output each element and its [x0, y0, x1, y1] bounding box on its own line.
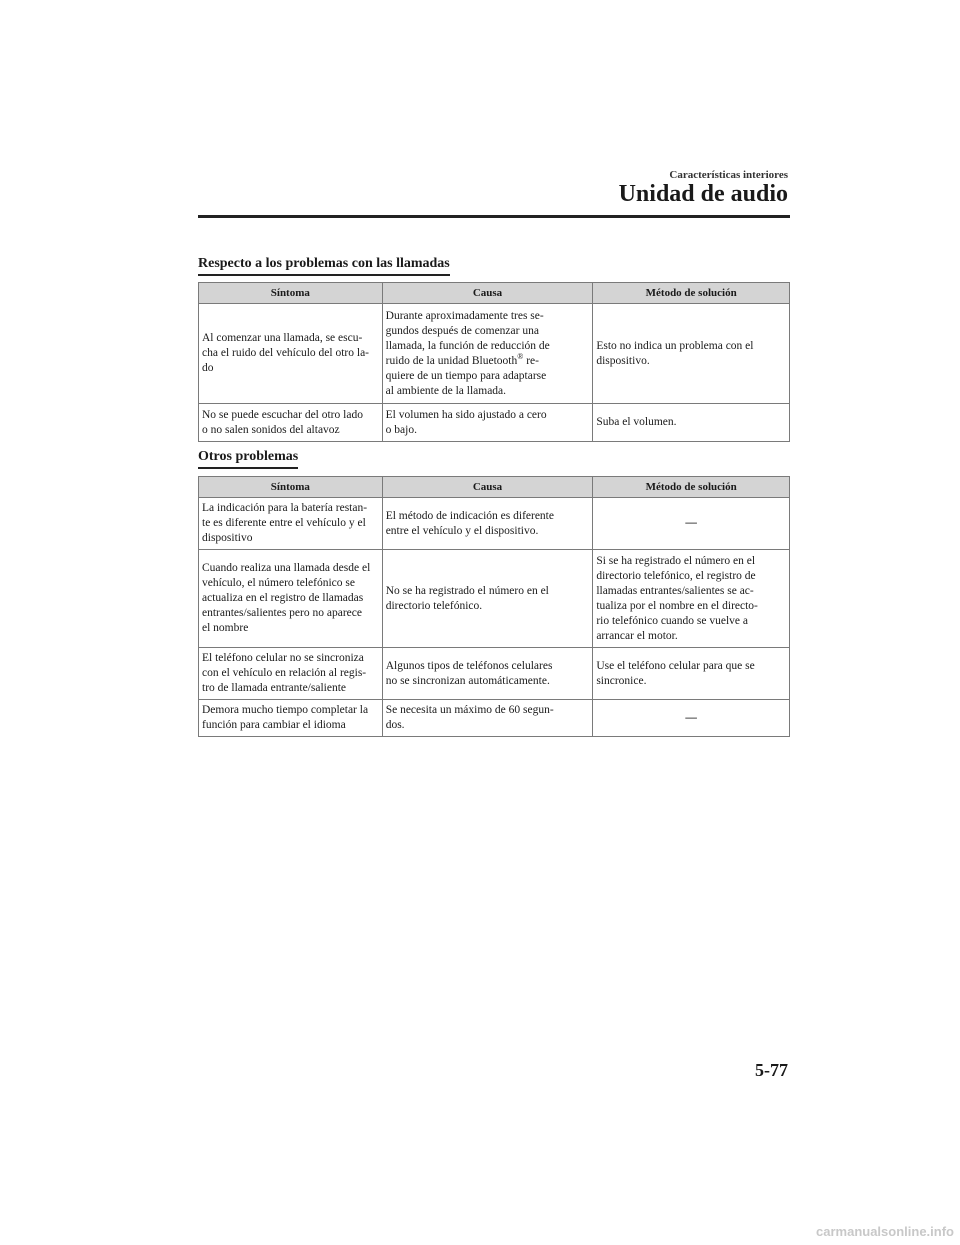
- column-header-sintoma: Síntoma: [199, 283, 383, 304]
- table-cell: No se puede escuchar del otro lado o no salen sonidos del altavoz: [199, 404, 383, 442]
- table-cell: Se necesita un máximo de 60 segun- dos.: [382, 700, 593, 737]
- table-header-row: [199, 477, 790, 498]
- table-cell: El teléfono celular no se sincroniza con el vehículo en relación al regis- tro de llamada entrante/saliente: [199, 648, 383, 700]
- table-cell: Demora mucho tiempo completar la función para cambiar el idioma: [199, 700, 383, 737]
- table-row: [199, 550, 790, 648]
- table-row: [199, 700, 790, 737]
- section-title-other: Otros problemas: [198, 449, 298, 469]
- table-cell: Al comenzar una llamada, se escu- cha el ruido del vehículo del otro la- do: [199, 304, 383, 404]
- table-cell: Algunos tipos de teléfonos celulares no se sincronizan automáticamente.: [382, 648, 593, 700]
- table-cell: —: [593, 700, 790, 737]
- table-cell: El volumen ha sido ajustado a cero o bajo.: [382, 404, 593, 442]
- table-header-row: [199, 283, 790, 304]
- table-cell: No se ha registrado el número en el directorio telefónico.: [382, 550, 593, 648]
- page-number: 5-77: [755, 1060, 788, 1080]
- table-row: [199, 498, 790, 550]
- table-cell: El método de indicación es diferente entre el vehículo y el dispositivo.: [382, 498, 593, 550]
- other-problems-table: [198, 476, 790, 737]
- calls-problems-table: [198, 282, 790, 442]
- table-cell: Si se ha registrado el número en el directorio telefónico, el registro de llamadas entrantes/salientes se ac- tualiza por el nombre en el directo- rio telefónico cuando se vuelve a arrancar el motor.: [593, 550, 790, 648]
- column-header-causa: Causa: [382, 477, 593, 498]
- table-cell: —: [593, 498, 790, 550]
- column-header-causa: Causa: [382, 283, 593, 304]
- table-row: [199, 304, 790, 404]
- watermark: carmanualsonline.info: [816, 1224, 954, 1239]
- column-header-metodo: Método de solución: [593, 477, 790, 498]
- table-cell: Use el teléfono celular para que se sincronice.: [593, 648, 790, 700]
- table-row: [199, 648, 790, 700]
- table-cell: Cuando realiza una llamada desde el vehículo, el número telefónico se actualiza en el registro de llamadas entrantes/salientes pero no aparece el nombre: [199, 550, 383, 648]
- table-cell: La indicación para la batería restan- te es diferente entre el vehículo y el dispositivo: [199, 498, 383, 550]
- header-section-label: Características interiores: [669, 169, 788, 181]
- column-header-sintoma: Síntoma: [199, 477, 383, 498]
- section-title-calls: Respecto a los problemas con las llamadas: [198, 256, 450, 276]
- page-title: Unidad de audio: [618, 181, 788, 207]
- header-rule: [198, 215, 790, 218]
- table-cell: Esto no indica un problema con el dispositivo.: [593, 304, 790, 404]
- table-cell: Durante aproximadamente tres se- gundos después de comenzar una llamada, la función de reducción de ruido de la unidad Bluetooth® re- quiere de un tiempo para adaptarse al ambiente de la llamada.: [382, 304, 593, 404]
- table-cell: Suba el volumen.: [593, 404, 790, 442]
- column-header-metodo: Método de solución: [593, 283, 790, 304]
- table-row: [199, 404, 790, 442]
